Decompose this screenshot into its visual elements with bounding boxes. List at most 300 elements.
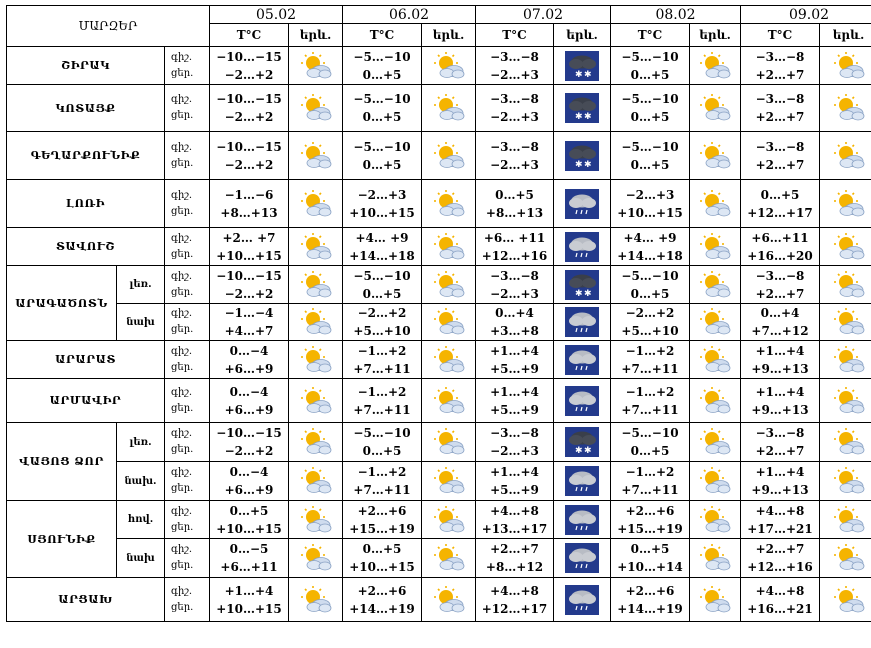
region-name: ԱՐՄԱՎԻՐ <box>7 379 165 423</box>
weather-cell <box>554 304 611 341</box>
rain-cloud-icon <box>565 505 599 535</box>
partly-cloudy-icon <box>832 505 866 535</box>
night-temp: −10…−15 <box>216 92 282 106</box>
day-label: ցեր. <box>171 67 194 79</box>
day-temp: +7…+12 <box>751 324 809 338</box>
svg-text:✱: ✱ <box>584 69 592 80</box>
night-temp: 0…+5 <box>495 187 534 202</box>
day-temp: +8…+12 <box>485 560 544 574</box>
night-temp: −10…−15 <box>216 49 282 64</box>
temperature-cell <box>476 578 554 622</box>
day-temp: −2…+3 <box>490 67 539 82</box>
temperature-cell <box>611 423 690 462</box>
night-temp: −3…−8 <box>755 92 805 106</box>
day-temp: +6…+11 <box>220 560 278 574</box>
subregion-name: լեռ. <box>117 266 165 304</box>
partly-cloudy-icon <box>832 51 866 81</box>
svg-text:✱: ✱ <box>575 446 583 456</box>
weather-col-header: երև. <box>422 24 476 47</box>
weather-cell <box>820 228 871 266</box>
temperature-cell <box>476 180 554 228</box>
day-label: ցեր. <box>171 286 194 298</box>
day-temp: +9…+13 <box>751 483 809 497</box>
day-temp: +7…+11 <box>353 402 411 417</box>
day-night-labels <box>165 132 210 180</box>
day-night-labels <box>165 501 210 539</box>
svg-text:✱: ✱ <box>575 159 583 170</box>
weather-cell <box>554 132 611 180</box>
night-temp: +6… +11 <box>483 230 546 245</box>
night-label: գիշ. <box>171 51 193 63</box>
day-temp: +9…+13 <box>751 361 809 376</box>
day-temp: +2…+7 <box>755 157 805 172</box>
partly-cloudy-icon <box>432 307 466 337</box>
night-temp: −10…−15 <box>216 426 282 440</box>
night-temp: −1…+2 <box>357 384 407 399</box>
region-name: ՏԱՎՈՒՇ <box>7 228 165 266</box>
night-temp: +1…+4 <box>490 384 539 399</box>
weather-cell <box>289 539 343 578</box>
night-temp: −2…+3 <box>357 187 407 202</box>
weather-cell <box>820 47 871 85</box>
weather-cell <box>422 341 476 379</box>
temp-col-header: T°C <box>343 24 422 47</box>
partly-cloudy-icon <box>299 585 333 615</box>
day-night-labels <box>165 85 210 132</box>
partly-cloudy-icon <box>832 232 866 262</box>
day-temp: −2…+3 <box>490 286 539 301</box>
day-temp: +12…+17 <box>481 601 548 616</box>
temperature-cell <box>343 304 422 341</box>
temp-col-header: T°C <box>611 24 690 47</box>
day-night-labels <box>165 539 210 578</box>
weather-cell <box>554 379 611 423</box>
partly-cloudy-icon <box>299 232 333 262</box>
night-temp: +1…+4 <box>224 583 274 598</box>
subregion-name: հով. <box>117 501 165 539</box>
day-temp: 0…+5 <box>630 67 670 82</box>
svg-text:✱: ✱ <box>584 288 592 299</box>
weather-cell <box>690 180 741 228</box>
partly-cloudy-icon <box>299 345 333 375</box>
region-name: ԳԵՂԱՐՔՈՒՆԻՔ <box>7 132 165 180</box>
day-temp: −2…+3 <box>490 110 539 124</box>
weather-cell <box>422 132 476 180</box>
partly-cloudy-icon <box>299 543 333 573</box>
weather-cell <box>820 266 871 304</box>
weather-cell <box>820 304 871 341</box>
day-label: ցեր. <box>171 483 194 494</box>
temperature-cell <box>343 85 422 132</box>
night-temp: −2…+2 <box>625 306 675 320</box>
regions-header: ՄԱՐԶԵՐ <box>7 6 210 47</box>
partly-cloudy-icon <box>299 307 333 337</box>
night-temp: −5…−10 <box>353 92 411 106</box>
day-night-labels <box>165 180 210 228</box>
weather-cell <box>422 304 476 341</box>
day-label: ցեր. <box>171 444 194 455</box>
weather-cell <box>289 462 343 501</box>
partly-cloudy-icon <box>432 93 466 123</box>
weather-cell <box>289 228 343 266</box>
day-temp: −2…+2 <box>224 286 274 301</box>
day-night-labels <box>165 47 210 85</box>
weather-col-header: երև. <box>289 24 343 47</box>
svg-text:✱: ✱ <box>575 288 583 299</box>
night-temp: −3…−8 <box>755 268 805 283</box>
night-temp: 0…−5 <box>229 542 269 556</box>
day-label: ցեր. <box>171 248 194 260</box>
day-temp: +12…+17 <box>747 205 813 220</box>
night-temp: −1…+2 <box>357 465 407 479</box>
rain-cloud-icon <box>565 386 599 416</box>
night-temp: −1…+2 <box>625 465 675 479</box>
date-header: 09.02 <box>741 6 871 24</box>
day-temp: +7…+11 <box>353 361 411 376</box>
night-label: գիշ. <box>171 505 193 517</box>
night-temp: +2…+6 <box>357 583 407 598</box>
date-header: 05.02 <box>210 6 343 24</box>
day-temp: +5…+9 <box>490 402 539 417</box>
temperature-cell <box>210 379 289 423</box>
rain-cloud-icon <box>565 345 599 375</box>
partly-cloudy-icon <box>299 505 333 535</box>
temperature-cell <box>741 228 820 266</box>
day-temp: +10…+15 <box>216 521 282 536</box>
weather-cell <box>422 578 476 622</box>
weather-cell <box>554 180 611 228</box>
region-name: ՍՅՈՒՆԻՔ <box>7 501 117 578</box>
svg-text:✱: ✱ <box>584 159 592 170</box>
temperature-cell <box>476 501 554 539</box>
weather-cell <box>690 228 741 266</box>
night-temp: −1…+2 <box>625 384 675 399</box>
region-row <box>7 501 871 539</box>
partly-cloudy-icon <box>698 543 732 573</box>
weather-cell <box>289 47 343 85</box>
night-temp: +2…+7 <box>490 542 539 556</box>
temperature-cell <box>741 462 820 501</box>
temperature-cell <box>476 341 554 379</box>
temperature-cell <box>741 304 820 341</box>
temperature-cell <box>210 180 289 228</box>
night-temp: +1…+4 <box>755 343 805 358</box>
temperature-cell <box>611 304 690 341</box>
temperature-cell <box>741 47 820 85</box>
region-name: ԱՐՑԱԽ <box>7 578 165 622</box>
subregion-name: նախ <box>117 304 165 341</box>
day-temp: −2…+2 <box>224 444 274 458</box>
day-temp: +2…+7 <box>755 444 805 458</box>
svg-text:✱: ✱ <box>575 69 583 80</box>
day-temp: +7…+11 <box>621 361 679 376</box>
weather-cell <box>690 462 741 501</box>
temperature-cell <box>741 423 820 462</box>
temp-col-header: T°C <box>476 24 554 47</box>
snow-cloud-icon <box>565 51 599 81</box>
night-temp: +4…+8 <box>755 583 805 598</box>
day-label: ցեր. <box>171 521 194 533</box>
day-temp: +10…+14 <box>617 560 683 574</box>
date-header: 06.02 <box>343 6 476 24</box>
partly-cloudy-icon <box>698 585 732 615</box>
rain-cloud-icon <box>565 543 599 573</box>
temperature-cell <box>476 423 554 462</box>
temperature-cell <box>611 228 690 266</box>
night-temp: −5…−10 <box>353 139 411 154</box>
weather-cell <box>690 304 741 341</box>
partly-cloudy-icon <box>432 270 466 300</box>
temperature-cell <box>343 266 422 304</box>
temperature-cell <box>476 47 554 85</box>
weather-cell <box>422 180 476 228</box>
day-temp: +17…+21 <box>747 521 813 536</box>
temperature-cell <box>476 266 554 304</box>
weather-cell <box>820 132 871 180</box>
date-header: 08.02 <box>611 6 741 24</box>
weather-cell <box>820 423 871 462</box>
partly-cloudy-icon <box>432 585 466 615</box>
weather-cell <box>690 379 741 423</box>
partly-cloudy-icon <box>432 427 466 457</box>
day-night-labels <box>165 304 210 341</box>
night-label: գիշ. <box>171 232 193 244</box>
night-temp: −5…−10 <box>353 268 411 283</box>
day-temp: 0…+5 <box>362 444 402 458</box>
svg-text:✱: ✱ <box>584 112 592 122</box>
day-temp: +13…+17 <box>481 521 548 536</box>
region-row <box>7 228 871 266</box>
snow-cloud-icon <box>565 141 599 171</box>
temperature-cell <box>741 501 820 539</box>
weather-cell <box>554 341 611 379</box>
region-row <box>7 85 871 132</box>
temperature-cell <box>476 85 554 132</box>
region-row <box>7 539 871 578</box>
night-temp: 0…+4 <box>760 306 800 320</box>
day-temp: +16…+20 <box>747 248 813 263</box>
night-temp: −1…+2 <box>357 343 407 358</box>
temperature-cell <box>476 304 554 341</box>
night-temp: 0…+4 <box>495 306 534 320</box>
partly-cloudy-icon <box>432 232 466 262</box>
night-temp: −3…−8 <box>490 92 539 106</box>
night-temp: +4…+8 <box>755 503 805 518</box>
day-temp: +2…+7 <box>755 67 805 82</box>
day-temp: +14…+18 <box>617 248 683 263</box>
partly-cloudy-icon <box>832 585 866 615</box>
temperature-cell <box>741 539 820 578</box>
day-temp: 0…+5 <box>362 110 402 124</box>
weather-cell <box>554 462 611 501</box>
temperature-cell <box>343 539 422 578</box>
day-label: ցեր. <box>171 324 194 335</box>
region-row <box>7 462 871 501</box>
night-temp: +4…+8 <box>490 503 539 518</box>
snow-cloud-icon <box>565 270 599 300</box>
night-temp: −2…+3 <box>625 187 675 202</box>
region-row <box>7 341 871 379</box>
weather-cell <box>289 379 343 423</box>
weather-cell <box>289 501 343 539</box>
temperature-cell <box>210 266 289 304</box>
day-temp: +7…+11 <box>353 483 411 497</box>
night-label: գիշ. <box>171 141 193 153</box>
partly-cloudy-icon <box>299 427 333 457</box>
day-temp: −2…+2 <box>224 157 274 172</box>
temperature-cell <box>343 578 422 622</box>
region-name: ԼՈՌԻ <box>7 180 165 228</box>
weather-cell <box>422 85 476 132</box>
weather-cell <box>820 501 871 539</box>
temperature-cell <box>611 180 690 228</box>
day-temp: +8…+13 <box>220 205 278 220</box>
region-name: ՇԻՐԱԿ <box>7 47 165 85</box>
temperature-cell <box>343 462 422 501</box>
day-label: ցեր. <box>171 560 194 571</box>
partly-cloudy-icon <box>299 386 333 416</box>
day-night-labels <box>165 462 210 501</box>
night-temp: −3…−8 <box>490 426 539 440</box>
day-temp: +2…+7 <box>755 286 805 301</box>
region-name: ԿՈՏԱՅՔ <box>7 85 165 132</box>
day-temp: −2…+3 <box>490 157 539 172</box>
weather-cell <box>554 423 611 462</box>
partly-cloudy-icon <box>698 427 732 457</box>
day-night-labels <box>165 266 210 304</box>
date-header: 07.02 <box>476 6 611 24</box>
night-temp: +1…+4 <box>490 343 539 358</box>
weather-cell <box>422 228 476 266</box>
partly-cloudy-icon <box>832 466 866 496</box>
night-temp: −5…−10 <box>621 426 679 440</box>
weather-cell <box>690 578 741 622</box>
partly-cloudy-icon <box>299 51 333 81</box>
day-temp: +16…+21 <box>747 601 813 616</box>
weather-cell <box>289 341 343 379</box>
weather-cell <box>690 47 741 85</box>
weather-cell <box>422 423 476 462</box>
night-temp: −5…−10 <box>621 92 679 106</box>
partly-cloudy-icon <box>432 543 466 573</box>
temperature-cell <box>343 501 422 539</box>
temperature-cell <box>611 379 690 423</box>
day-temp: 0…+5 <box>630 286 670 301</box>
partly-cloudy-icon <box>832 189 866 219</box>
night-label: գիշ. <box>171 345 193 357</box>
weather-cell <box>690 341 741 379</box>
partly-cloudy-icon <box>832 427 866 457</box>
day-temp: +14…+19 <box>617 601 683 616</box>
snow-cloud-icon <box>565 93 599 123</box>
night-temp: 0…−4 <box>229 384 269 399</box>
night-temp: −5…−10 <box>621 268 679 283</box>
temperature-cell <box>611 266 690 304</box>
temperature-cell <box>741 379 820 423</box>
night-label: գիշ. <box>171 544 193 555</box>
day-temp: +10…+15 <box>349 205 415 220</box>
night-temp: +1…+4 <box>755 384 805 399</box>
day-temp: +2…+7 <box>755 110 805 124</box>
day-temp: 0…+5 <box>630 110 670 124</box>
partly-cloudy-icon <box>432 386 466 416</box>
night-temp: −3…−8 <box>490 268 539 283</box>
partly-cloudy-icon <box>299 189 333 219</box>
partly-cloudy-icon <box>698 189 732 219</box>
partly-cloudy-icon <box>832 307 866 337</box>
weather-cell <box>422 501 476 539</box>
weather-cell <box>289 578 343 622</box>
temperature-cell <box>611 501 690 539</box>
temperature-cell <box>611 47 690 85</box>
temperature-cell <box>210 423 289 462</box>
day-temp: +15…+19 <box>349 521 415 536</box>
weather-cell <box>820 180 871 228</box>
partly-cloudy-icon <box>299 93 333 123</box>
rain-cloud-icon <box>565 232 599 262</box>
partly-cloudy-icon <box>299 141 333 171</box>
temperature-cell <box>210 341 289 379</box>
partly-cloudy-icon <box>698 345 732 375</box>
night-temp: 0…+5 <box>362 542 402 556</box>
temperature-cell <box>343 47 422 85</box>
temperature-cell <box>210 462 289 501</box>
partly-cloudy-icon <box>698 270 732 300</box>
night-label: գիշ. <box>171 428 193 439</box>
partly-cloudy-icon <box>698 141 732 171</box>
day-temp: +5…+9 <box>490 361 539 376</box>
region-name: ԱՐԱՐԱՏ <box>7 341 165 379</box>
day-temp: 0…+5 <box>362 286 402 301</box>
weather-cell <box>690 132 741 180</box>
temperature-cell <box>476 228 554 266</box>
forecast-table <box>6 5 871 622</box>
day-temp: +6…+9 <box>224 402 274 417</box>
region-row <box>7 47 871 85</box>
day-temp: +5…+9 <box>490 483 539 497</box>
temperature-cell <box>210 85 289 132</box>
weather-col-header: երև. <box>554 24 611 47</box>
temperature-cell <box>611 578 690 622</box>
region-row <box>7 379 871 423</box>
night-temp: −2…+2 <box>357 306 407 320</box>
day-label: ցեր. <box>171 361 194 373</box>
region-row <box>7 423 871 462</box>
weather-cell <box>820 379 871 423</box>
weather-cell <box>820 85 871 132</box>
temperature-cell <box>210 539 289 578</box>
snow-cloud-icon <box>565 427 599 457</box>
night-temp: −5…−10 <box>621 49 679 64</box>
weather-cell <box>422 379 476 423</box>
partly-cloudy-icon <box>832 141 866 171</box>
temperature-cell <box>741 132 820 180</box>
night-temp: +2… +7 <box>222 230 276 245</box>
day-label: ցեր. <box>171 157 194 169</box>
region-row <box>7 266 871 304</box>
day-temp: 0…+5 <box>362 157 402 172</box>
weather-cell <box>554 228 611 266</box>
day-temp: +12…+16 <box>747 560 813 574</box>
weather-cell <box>690 266 741 304</box>
weather-cell <box>554 539 611 578</box>
partly-cloudy-icon <box>299 270 333 300</box>
night-temp: +1…+4 <box>755 465 805 479</box>
svg-text:✱: ✱ <box>584 446 592 456</box>
day-temp: +10…+15 <box>216 601 282 616</box>
weather-cell <box>289 304 343 341</box>
temperature-cell <box>741 578 820 622</box>
